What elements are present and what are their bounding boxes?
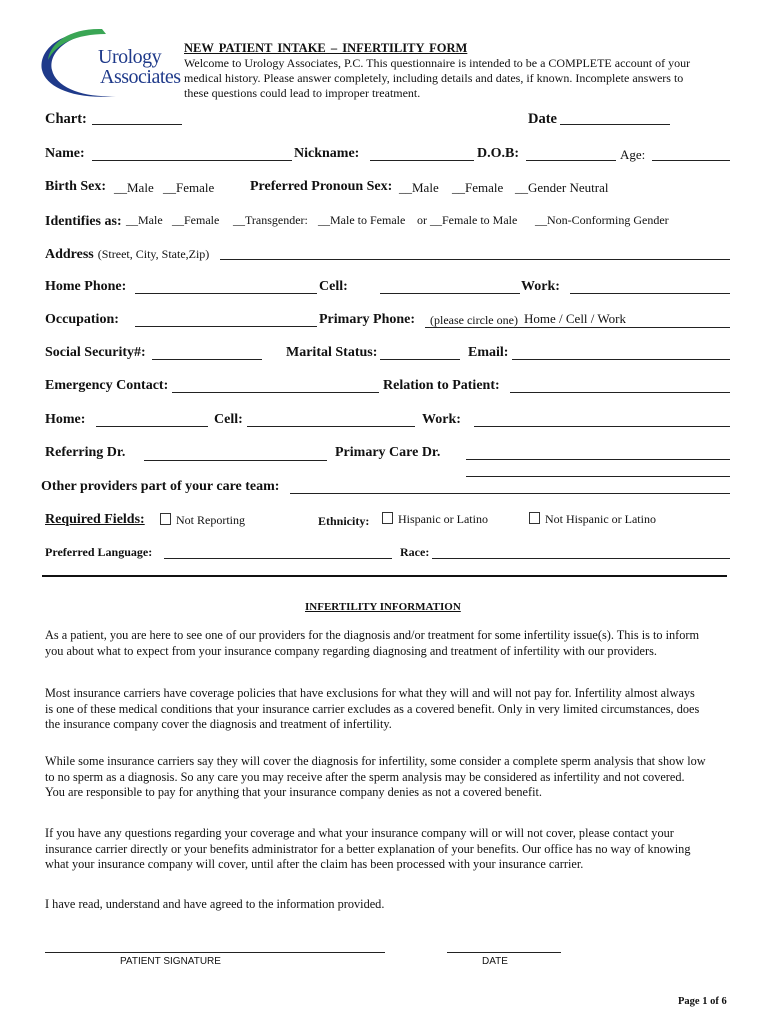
nickname-field[interactable]	[370, 160, 474, 161]
email-label: Email:	[468, 345, 509, 360]
page-number: Page 1 of 6	[678, 996, 727, 1007]
not-reporting-label: Not Reporting	[176, 513, 245, 527]
chart-label: Chart:	[45, 111, 87, 127]
paragraph-4-line-3: what your insurance company will cover, until after the claim has been processed with your insurance carrier.	[45, 857, 584, 871]
paragraph-3-line-3: You are responsible to pay for anything that your insurance company denies as not a covered benefit.	[45, 785, 542, 799]
home-phone-label: Home Phone:	[45, 279, 127, 294]
primary-care-dr-field[interactable]	[466, 459, 730, 460]
hispanic-label: Hispanic or Latino	[398, 512, 488, 526]
not-hispanic-option[interactable]	[529, 512, 656, 527]
circle-one-hint: (please circle one)	[430, 313, 518, 327]
race-field[interactable]	[432, 558, 730, 559]
not-hispanic-label: Not Hispanic or Latino	[545, 512, 656, 526]
paragraph-1-line-2: you about what to expect from your insurance company regarding diagnosing and treatment of infertility with our providers.	[45, 643, 657, 658]
other-providers-label: Other providers part of your care team:	[41, 479, 280, 494]
preferred-language-label: Preferred Language:	[45, 545, 153, 559]
paragraph-4-line-1: If you have any questions regarding your coverage and what your insurance company will or will not cover, please contact your	[45, 826, 674, 840]
acknowledgement-text: I have read, understand and have agreed to the information provided.	[45, 897, 385, 911]
ec-work-field[interactable]	[474, 426, 730, 427]
intro-line-1: Welcome to Urology Associates, P.C. This questionnaire is intended to be a COMPLETE account of your	[184, 56, 691, 70]
address-row	[45, 245, 209, 263]
intro-line-2: medical history. Please answer completely, including details and dates, if known. Incomplete answers to	[184, 71, 684, 85]
work-field[interactable]	[570, 293, 730, 294]
cell-label: Cell:	[319, 279, 348, 294]
paragraph-2-line-3: the insurance company cover the diagnosis and treatment of infertility.	[45, 717, 392, 731]
marital-status-field[interactable]	[380, 359, 460, 360]
date-field[interactable]	[560, 124, 670, 125]
nickname-label: Nickname:	[294, 146, 360, 161]
hispanic-checkbox[interactable]	[382, 512, 393, 524]
patient-signature-field[interactable]	[45, 952, 385, 953]
primary-phone-label: Primary Phone:	[319, 312, 416, 327]
paragraph-4	[45, 826, 730, 873]
not-reporting-checkbox[interactable]	[160, 513, 171, 525]
ssn-label: Social Security#:	[45, 345, 146, 360]
logo-line1: Urology	[98, 46, 162, 68]
pronoun-male-option[interactable]: __Male	[399, 180, 439, 195]
paragraph-3-line-1: While some insurance carriers say they will cover the diagnosis for infertility, some consider a complete sperm analysis that show low	[45, 754, 706, 768]
age-field[interactable]	[652, 160, 730, 161]
section-divider	[42, 575, 727, 577]
primary-phone-options[interactable]: Home / Cell / Work	[524, 311, 626, 326]
preferred-language-field[interactable]	[164, 558, 392, 559]
ethnicity-label: Ethnicity:	[318, 514, 370, 528]
date-label: Date	[528, 111, 557, 127]
race-label: Race:	[400, 545, 430, 559]
identifies-as-colon: :	[116, 214, 122, 229]
ec-work-label: Work:	[422, 412, 461, 427]
pronoun-female-option[interactable]: __Female	[452, 180, 504, 195]
identifies-transgender-option[interactable]: __Transgender:	[233, 213, 308, 227]
ec-home-label: Home:	[45, 412, 86, 427]
identifies-female-option[interactable]: __Female	[172, 213, 220, 227]
logo-line2: Associates	[100, 66, 181, 88]
referring-dr-label: Referring Dr.	[45, 445, 126, 460]
identifies-as-row	[45, 212, 122, 230]
emergency-contact-field[interactable]	[172, 392, 379, 393]
address-hint: (Street, City, State,Zip)	[97, 247, 210, 261]
identifies-nonconforming-option[interactable]: __Non-Conforming Gender	[535, 213, 669, 227]
pronoun-neutral-option[interactable]: __Gender Neutral	[515, 180, 609, 195]
identifies-mtf-option[interactable]: __Male to Female	[318, 213, 406, 227]
name-field[interactable]	[92, 160, 292, 161]
hispanic-option[interactable]	[382, 512, 488, 527]
ssn-field[interactable]	[152, 359, 262, 360]
age-label: Age:	[620, 147, 646, 162]
birth-sex-male-option[interactable]: __Male	[114, 180, 154, 195]
infertility-heading: INFERTILITY INFORMATION	[305, 601, 461, 613]
signature-date-label: DATE	[482, 956, 508, 967]
birth-sex-label: Birth Sex:	[45, 179, 107, 194]
relation-label: Relation to Patient:	[383, 378, 500, 393]
identifies-male-option[interactable]: __Male	[126, 213, 163, 227]
identifies-as-label: Identifies as	[45, 214, 117, 229]
primary-care-dr-label: Primary Care Dr.	[335, 445, 441, 460]
identifies-ftm-option[interactable]: __Female to Male	[430, 213, 518, 227]
name-label: Name:	[45, 146, 85, 161]
address-field[interactable]	[220, 259, 730, 260]
paragraph-4-line-2: insurance carrier directly or your benefits administrator for a better explanation of your benefits. Our office has no way of knowing	[45, 841, 691, 856]
paragraph-3-line-2: to no sperm as a diagnosis. So any care you may receive after the sperm analysis may be considered as infertility and not covered.	[45, 769, 685, 784]
form-title: NEW PATIENT INTAKE – INFERTILITY FORM	[184, 41, 468, 55]
not-hispanic-checkbox[interactable]	[529, 512, 540, 524]
home-phone-field[interactable]	[135, 293, 317, 294]
paragraph-2-line-1: Most insurance carriers have coverage policies that have exclusions for what they will and will not pay for. Infertility almost always	[45, 686, 695, 700]
intro-line-3: these questions could lead to improper treatment.	[184, 86, 421, 100]
dob-label: D.O.B:	[477, 146, 519, 161]
dob-field[interactable]	[526, 160, 616, 161]
ec-cell-label: Cell:	[214, 412, 243, 427]
identifies-or-text: or	[417, 213, 427, 227]
not-reporting-option[interactable]	[160, 513, 245, 528]
patient-signature-label: PATIENT SIGNATURE	[120, 956, 221, 967]
birth-sex-female-option[interactable]: __Female	[163, 180, 215, 195]
other-providers-field[interactable]	[290, 493, 730, 494]
paragraph-2	[45, 686, 730, 733]
ec-cell-field[interactable]	[247, 426, 415, 427]
relation-field[interactable]	[510, 392, 730, 393]
pronoun-sex-label: Preferred Pronoun Sex:	[250, 179, 393, 194]
primary-care-dr-field-2[interactable]	[466, 476, 730, 477]
occupation-label: Occupation:	[45, 312, 119, 327]
paragraph-1-line-1: As a patient, you are here to see one of our providers for the diagnosis and/or treatment for some infertility issue(s). This is to inform	[45, 628, 700, 642]
email-field[interactable]	[512, 359, 730, 360]
emergency-contact-label: Emergency Contact:	[45, 378, 169, 393]
paragraph-3	[45, 754, 730, 801]
chart-field[interactable]	[92, 124, 182, 125]
paragraph-1	[45, 628, 730, 659]
signature-date-field[interactable]	[447, 952, 561, 953]
ec-home-field[interactable]	[96, 426, 208, 427]
required-fields-label: Required Fields:	[45, 512, 145, 527]
address-label: Address	[45, 247, 94, 262]
work-label: Work:	[521, 279, 560, 294]
cell-field[interactable]	[380, 293, 520, 294]
paragraph-2-line-2: is one of these medical conditions that your insurance carrier excludes as a covered benefit. Only in very limited circumstances, does	[45, 701, 700, 716]
primary-phone-field[interactable]	[425, 327, 730, 328]
marital-status-label: Marital Status:	[286, 345, 378, 360]
occupation-field[interactable]	[135, 326, 317, 327]
logo	[36, 26, 186, 102]
referring-dr-field[interactable]	[144, 460, 327, 461]
